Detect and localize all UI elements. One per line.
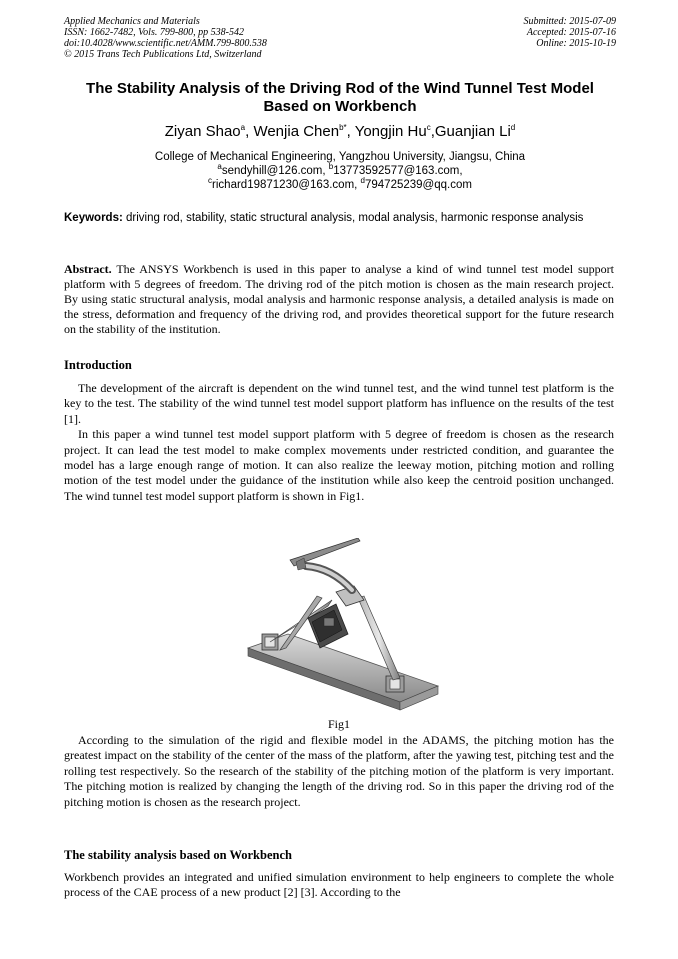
author-superscript: b* bbox=[339, 123, 347, 132]
author-superscript: a bbox=[240, 123, 246, 132]
introduction-body bbox=[64, 381, 614, 504]
journal-doi: doi:10.4028/www.scientific.net/AMM.799-800.538 bbox=[64, 38, 267, 49]
email-address[interactable]: 794725239@qq.com bbox=[365, 179, 472, 191]
submitted-date: Submitted: 2015-07-09 bbox=[523, 16, 616, 27]
submission-dates bbox=[524, 16, 617, 49]
wind-tunnel-platform-illustration bbox=[240, 538, 440, 713]
email-superscript: d bbox=[360, 176, 365, 186]
section-heading-stability: The stability analysis based on Workbench bbox=[64, 848, 292, 862]
author-list bbox=[60, 122, 620, 142]
email-line-2 bbox=[60, 178, 620, 192]
stability-body bbox=[64, 870, 614, 901]
title-line-1: The Stability Analysis of the Driving Rod of the Wind Tunnel Test Model bbox=[86, 80, 594, 97]
post-figure-body bbox=[64, 733, 614, 810]
author-superscript: d bbox=[510, 123, 516, 132]
email-superscript: c bbox=[208, 176, 213, 186]
keywords-text: driving rod, stability, static structural analysis, modal analysis, harmonic response analysis bbox=[122, 212, 584, 224]
author-name: Yongjin Hu bbox=[354, 123, 427, 140]
email-address[interactable]: richard19871230@163.com, bbox=[212, 179, 361, 191]
author-name: Wenjia Chen bbox=[253, 123, 340, 140]
abstract bbox=[64, 262, 614, 337]
paragraph: In this paper a wind tunnel test model support platform with 5 degree of freedom is chosen as the research project. It can lead the test model to make complex movements under restricted condition, and guarantee the model has a large enough range of motion. It can also realize the leeway motion, pitching motion and rolling motion of the test model under the guidance of the institution while also keep the centroid position unchanged. The wind tunnel test model support platform is shown in Fig1. bbox=[64, 427, 614, 503]
abstract-text: The ANSYS Workbench is used in this paper to analyse a kind of wind tunnel test model support platform with 5 degrees of freedom. The driving rod of the pitch motion is chosen as the main research project. By using static structural analysis, modal analysis and harmonic response analysis, a detailed analysis is made on the stress, deformation and frequency of the driving rod, and provides theoretical support for the future research on the stability of the institution. bbox=[64, 262, 614, 336]
email-address[interactable]: sendyhill@126.com, bbox=[221, 165, 329, 177]
paragraph: The development of the aircraft is dependent on the wind tunnel test, and the wind tunnel test platform is the key to the test. The stability of the wind tunnel test model support platform has influence on the results of the test [1]. bbox=[64, 381, 614, 426]
keywords-label: Keywords: bbox=[64, 212, 123, 224]
email-address[interactable]: 13773592577@163.com, bbox=[333, 165, 463, 177]
abstract-label: Abstract. bbox=[64, 262, 112, 276]
paper-title bbox=[60, 80, 620, 116]
journal-issn: ISSN: 1662-7482, Vols. 799-800, pp 538-542 bbox=[64, 27, 244, 38]
online-date: Online: 2015-10-19 bbox=[536, 38, 616, 49]
affiliation-block bbox=[60, 150, 620, 192]
author-superscript: c bbox=[426, 123, 431, 132]
author-separator: , bbox=[346, 123, 355, 140]
journal-copyright: © 2015 Trans Tech Publications Ltd, Switzerland bbox=[64, 49, 262, 60]
institution: College of Mechanical Engineering, Yangzhou University, Jiangsu, China bbox=[154, 151, 526, 163]
figure-1-image bbox=[240, 538, 440, 713]
author-separator: , bbox=[430, 123, 435, 140]
paragraph: According to the simulation of the rigid and flexible model in the ADAMS, the pitching motion has the greatest impact on the stability of the center of the mass of the platform, after the yawing test, pitching test and the rolling test respectively. So the research of the stability of the pitching motion of the platform is very important. The pitching motion is realized by changing the length of the driving rod. So in this paper the driving rod of the pitching motion is chosen as the research project. bbox=[64, 733, 614, 809]
email-line-1 bbox=[60, 164, 620, 178]
journal-name: Applied Mechanics and Materials bbox=[64, 16, 200, 27]
paragraph: Workbench provides an integrated and unified simulation environment to help engineers to complete the whole process of the CAE process of a new product [2] [3]. According to the bbox=[64, 870, 614, 900]
email-superscript: a bbox=[217, 162, 222, 172]
journal-info bbox=[64, 16, 267, 60]
author-separator: , bbox=[245, 123, 254, 140]
accepted-date: Accepted: 2015-07-16 bbox=[526, 27, 616, 38]
title-line-2: Based on Workbench bbox=[263, 98, 417, 115]
author-name: Ziyan Shao bbox=[164, 123, 241, 140]
section-heading-introduction: Introduction bbox=[64, 358, 132, 372]
keywords bbox=[64, 211, 614, 225]
figure-1-caption: Fig1 bbox=[327, 717, 350, 731]
author-name: Guanjian Li bbox=[434, 123, 511, 140]
email-superscript: b bbox=[328, 162, 334, 172]
